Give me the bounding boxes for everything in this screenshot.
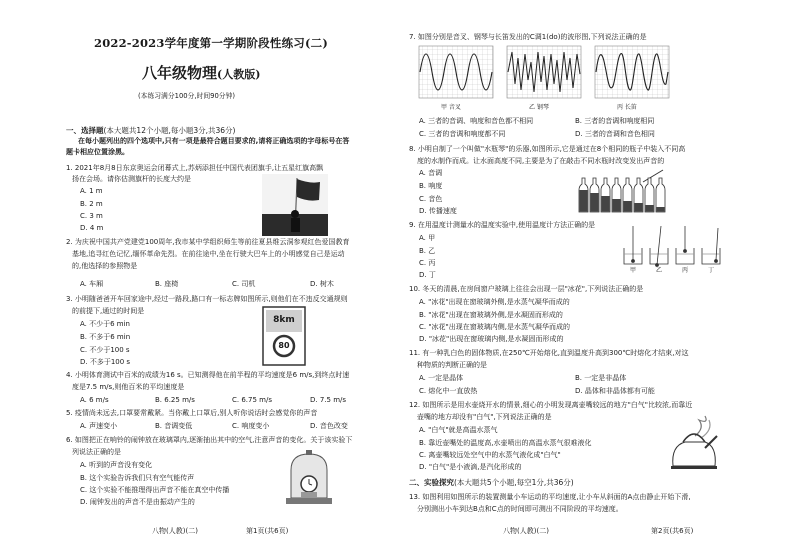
q8-option-a: A. 音调 xyxy=(419,169,443,177)
q11-line1: 11. 有一种乳白色的固体物质,在250℃开始熔化,直到温度升高到300℃时熔化才结束,对这 xyxy=(409,349,689,357)
sign-distance: 8km xyxy=(273,315,295,325)
q2-option-c: C. 司机 xyxy=(232,280,256,288)
q7-caption-2: 乙 钢琴 xyxy=(529,104,549,111)
q4-line1: 4. 小明体育测试中百米的成绩为16 s。已知测得他在前半程的平均速度是6 m/s,到终点时速 xyxy=(66,371,350,379)
q7-line1: 7. 如图分别是音叉、钢琴与长笛发出的C调1(do)的波形图,下列说法正确的是 xyxy=(409,33,647,41)
q9-option-b: B. 乙 xyxy=(419,247,436,255)
q8-line2: 度的水制作而成。让水面高度不同,主要是为了在敲击不同水瓶时改变发出声音的 xyxy=(417,157,665,165)
q7-option-a: A. 三者的音调、响度和音色都不相同 xyxy=(419,117,534,125)
footer-right-code: 八物(人教)(二) xyxy=(503,527,549,535)
q1-line1: 1. 2021年8月8日东京奥运会闭幕式上,苏炳添担任中国代表团旗手,让五星红旗高飘 xyxy=(66,164,324,172)
q9-option-a: A. 甲 xyxy=(419,234,436,242)
q3-option-a: A. 不少于6 min xyxy=(80,320,130,328)
sign-speed: 80 xyxy=(278,341,290,350)
q2-option-a: A. 车厢 xyxy=(80,280,104,288)
q9-caption-2: 乙 xyxy=(656,267,663,274)
footer-left-page: 第1页(共6页) xyxy=(246,527,289,535)
q10-option-c: C. "冰花"出现在窗玻璃内侧,是水蒸气凝华而成的 xyxy=(419,323,571,331)
q1-option-c: C. 3 m xyxy=(80,212,103,220)
waveform-figure xyxy=(417,44,673,110)
q4-option-c: C. 6.75 m/s xyxy=(232,396,272,404)
q6-option-c: C. 这个实验不能推理得出声音不能在真空中传播 xyxy=(80,486,230,494)
section1-heading: 一、选择题(本大题共12个小题,每小题3分,共36分) xyxy=(66,126,236,135)
q10-option-b: B. "冰花"出现在窗玻璃外侧,是水凝固而形成的 xyxy=(419,311,563,319)
section1-instruction-1: 在每小题列出的四个选项中,只有一项是最符合题目要求的,请将正确选项的字母标号在答 xyxy=(78,137,350,145)
flag-bearer-photo xyxy=(262,174,328,236)
q9-caption-1: 甲 xyxy=(630,267,637,274)
q1-option-b: B. 2 m xyxy=(80,200,103,208)
q12-option-c: C. 离壶嘴较远处空气中的水蒸气液化成"白气" xyxy=(419,451,561,459)
q6-line2: 列说法正确的是 xyxy=(72,448,121,456)
q1-option-d: D. 4 m xyxy=(80,224,104,232)
q1-option-a: A. 1 m xyxy=(80,187,103,195)
q8-line1: 8. 小明自制了一个叫做"水瓶琴"的乐器,如图所示,它是通过在8个相同的瓶子中装入不同高 xyxy=(409,145,686,153)
q2-option-d: D. 树木 xyxy=(310,280,334,288)
q3-line1: 3. 小明随爸爸开车回家途中,经过一路段,路口有一标志牌如图所示,则他们在不违反交通规则 xyxy=(66,295,348,303)
q9-caption-3: 丙 xyxy=(682,267,689,274)
q7-option-d: D. 三者的音调和音色相同 xyxy=(575,130,655,138)
q7-option-b: B. 三者的音调和响度相同 xyxy=(575,117,655,125)
footer-left-code: 八物(人教)(二) xyxy=(152,527,198,535)
q5-option-a: A. 声速变小 xyxy=(80,422,118,430)
q12-line2: 壶嘴的地方却没有"白气",下列说法正确的是 xyxy=(417,413,552,421)
section2-heading: 二、实验探究(本大题共5个小题,每空1分,共36分) xyxy=(409,478,574,487)
q7-option-c: C. 三者的音调和响度都不同 xyxy=(419,130,506,138)
q6-line1: 6. 如图把正在响铃的闹钟放在玻璃罩内,逐渐抽出其中的空气,注意声音的变化。关于该实验下 xyxy=(66,436,353,444)
q4-option-a: A. 6 m/s xyxy=(80,396,109,404)
q8-option-d: D. 传播速度 xyxy=(419,207,457,215)
footer-right-page: 第2页(共6页) xyxy=(651,527,694,535)
kettle-figure xyxy=(665,414,721,470)
q8-option-b: B. 响度 xyxy=(419,182,443,190)
q11-option-a: A. 一定是晶体 xyxy=(419,374,464,382)
subject-title: 八年级物理(人教版) xyxy=(142,64,261,82)
q5-option-c: C. 响度变小 xyxy=(232,422,270,430)
q11-option-d: D. 晶体和非晶体都有可能 xyxy=(575,387,655,395)
q3-line2: 的前提下,通过的时间是 xyxy=(72,307,145,315)
section1-instruction-2: 题卡相应位置涂黑。 xyxy=(66,148,129,156)
q13-line2: 分别测出小车到达B点和C点的时间即可测出不同阶段的平均速度。 xyxy=(417,505,623,513)
q10-option-a: A. "冰花"出现在窗玻璃外侧,是水蒸气凝华而成的 xyxy=(419,298,570,306)
q6-option-b: B. 这个实验告诉我们只有空气能传声 xyxy=(80,474,195,482)
q7-caption-3: 丙 长笛 xyxy=(617,104,637,111)
q2-line3: 的,他选择的参照物是 xyxy=(72,262,138,270)
q12-option-b: B. 靠近壶嘴处的温度高,水壶喷出的高温水蒸气很难液化 xyxy=(419,439,592,447)
exam-title: 2022-2023学年度第一学期阶段性练习(二) xyxy=(94,36,328,50)
waveform-flute xyxy=(595,46,669,98)
q10-option-d: D. "冰花"出现在窗玻璃内侧,是水凝固而形成的 xyxy=(419,335,564,343)
q10-line1: 10. 冬天的清晨,在房间窗户玻璃上往往会出现一层"冰花",下列说法正确的是 xyxy=(409,285,644,293)
traffic-sign xyxy=(262,306,306,366)
q8-option-c: C. 音色 xyxy=(419,195,443,203)
q12-option-d: D. "白气"是小液滴,是汽化形成的 xyxy=(419,463,522,471)
q1-line2: 扬在会场。请你估测旗杆的长度大约是 xyxy=(72,175,191,183)
q3-option-b: B. 不多于6 min xyxy=(80,333,131,341)
page-2 xyxy=(397,0,794,543)
q9-option-d: D. 丁 xyxy=(419,271,436,279)
q9-line1: 9. 在用温度计测量水的温度实验中,使用温度计方法正确的是 xyxy=(409,221,596,229)
q12-option-a: A. "白气"就是高温水蒸气 xyxy=(419,426,498,434)
q4-line2: 度是7.5 m/s,则他百米的平均速度是 xyxy=(72,383,185,391)
q12-line1: 12. 如图所示是用水壶烧开水的情景,细心的小明发现离壶嘴较远的地方"白气"比较浓,而靠近 xyxy=(409,401,693,409)
q5-option-b: B. 音调变低 xyxy=(155,422,193,430)
q11-option-c: C. 熔化中一直放热 xyxy=(419,387,478,395)
q6-option-d: D. 闹钟发出的声音不是由振动产生的 xyxy=(80,498,195,506)
q5-option-d: D. 音色改变 xyxy=(310,422,348,430)
waveform-piano xyxy=(507,46,581,98)
q4-option-b: B. 6.25 m/s xyxy=(155,396,195,404)
q3-option-d: D. 不多于100 s xyxy=(80,358,131,366)
q13-line1: 13. 如图利用如图所示的装置测量小车运动的平均速度,让小车从斜面的A点由静止开始下滑, xyxy=(409,493,691,501)
q6-option-a: A. 听到的声音没有变化 xyxy=(80,461,153,469)
q2-line1: 2. 为庆祝中国共产党建党100周年,我市某中学组织师生等前往夏县维云洞参观红色爱国教育 xyxy=(66,238,350,246)
water-bottles-figure xyxy=(577,168,669,214)
q11-line2: 种物质的判断正确的是 xyxy=(417,361,487,369)
q2-option-b: B. 座椅 xyxy=(155,280,179,288)
waveform-tuning-fork xyxy=(419,46,493,98)
q2-line2: 基地,追寻红色记忆,缅怀革命先烈。在前往途中,坐在行驶大巴车上的小明感觉自己是运动 xyxy=(72,250,345,258)
bell-jar-figure xyxy=(283,450,335,506)
q9-caption-4: 丁 xyxy=(708,267,715,274)
q5-line1: 5. 疫情尚未远去,口罩要常戴紧。当你戴上口罩后,别人听你说话时会感觉你的声音 xyxy=(66,409,318,417)
q7-caption-1: 甲 音叉 xyxy=(441,104,461,111)
q11-option-b: B. 一定是非晶体 xyxy=(575,374,627,382)
q3-option-c: C. 不少于100 s xyxy=(80,346,130,354)
q9-option-c: C. 丙 xyxy=(419,259,436,267)
q4-option-d: D. 7.5 m/s xyxy=(310,396,347,404)
exam-note: (本练习满分100分,时间90分钟) xyxy=(138,92,236,100)
